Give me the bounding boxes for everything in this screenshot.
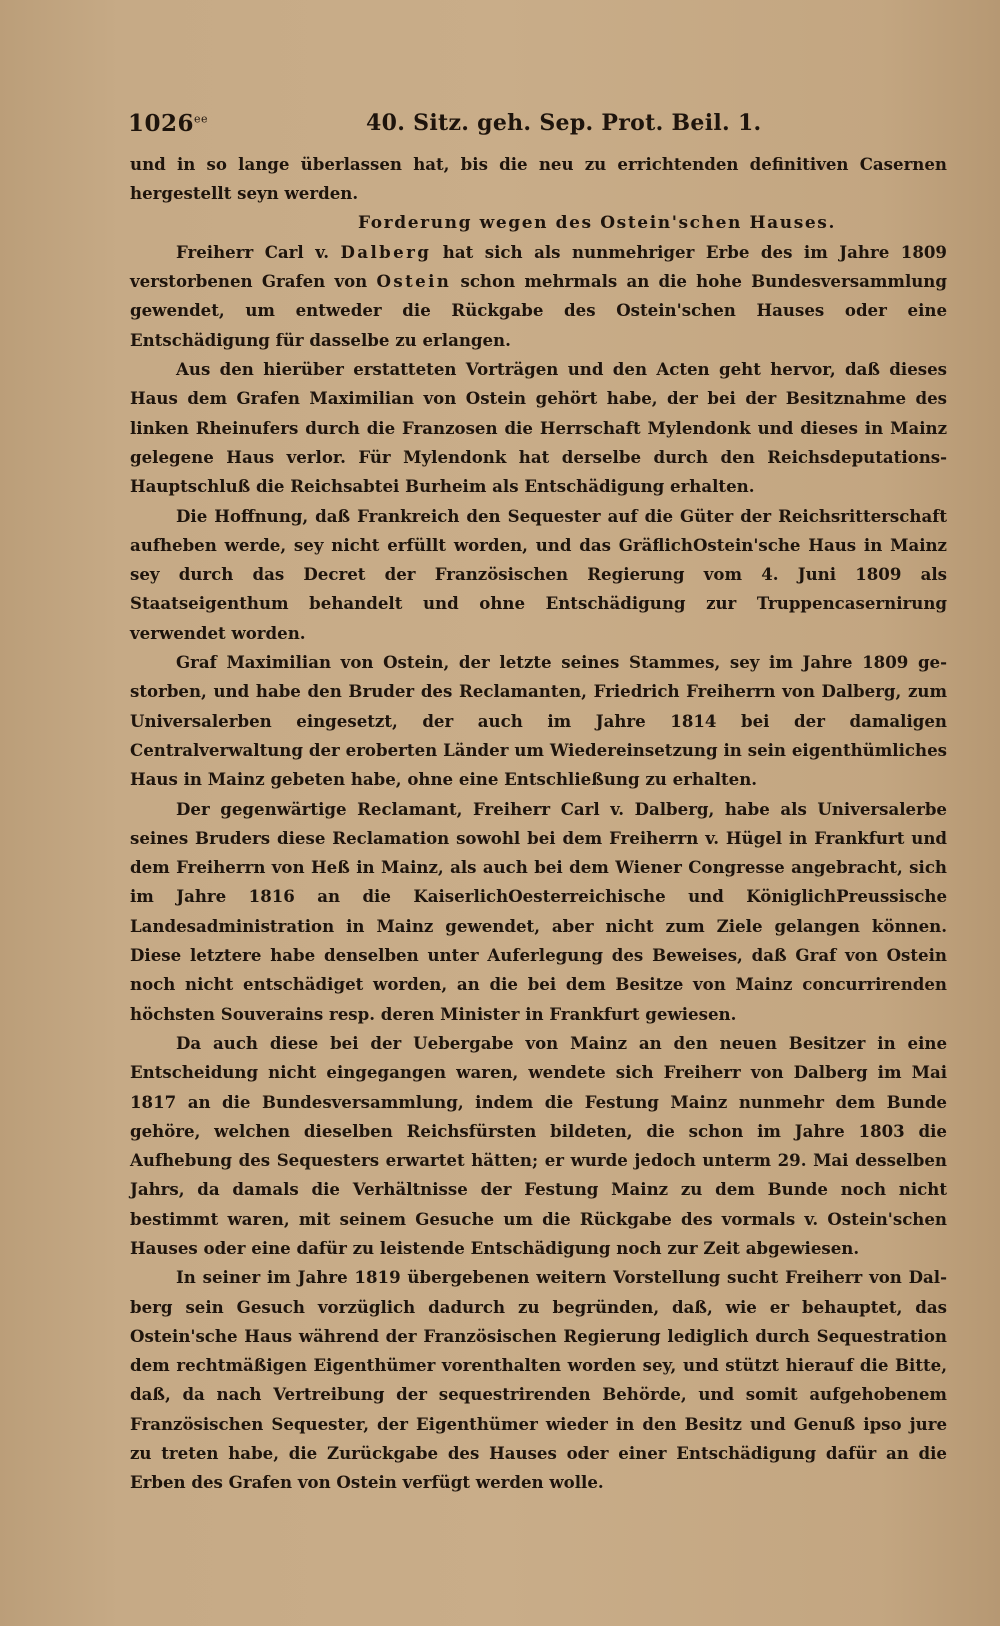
paragraph-hope: Die Hoffnung, daß Frankreich den Sequester auf die Güter der Reichsritterschaft aufheben werde, sey nicht erfüllt worden, und das GräflichOstein'sche Haus in Mainz sey durch das Decret der Französischen Regierung vom 4. Juni 1809 als Staatseigenthum behandelt und ohne Entschädigung zur Truppencasernirung verwendet worden. <box>130 505 947 643</box>
page-number <box>128 110 208 137</box>
page-number-value: 1026 <box>128 110 195 137</box>
paragraph-graf-maximilian: Graf Maximilian von Ostein, der letzte seines Stammes, sey im Jahre 1809 gestorben, und habe den Bruder des Reclamanten, Friedrich Freiherrn von Dalberg, zum Universalerben eingesetzt, der auch im Jahre 1814 bei der damaligen Centralverwaltung der eroberten Länder um Wiedereinsetzung in sein eigenthümliches Haus in Mainz gebeten habe, ohne eine Entschließung zu erhalten. <box>130 652 947 790</box>
paragraph-continuation: und in so lange überlassen hat, bis die neu zu errichtenden definitiven Casernen hergestellt seyn werden. <box>130 154 947 204</box>
intro-text-a: hat sich als nunmehriger Erbe des im Jahre 1809 verstorbenen Grafen von <box>130 241 947 292</box>
page-number-suffix: ee <box>194 112 209 126</box>
paragraph-reclamant: Der gegenwärtige Reclamant, Freiherr Carl v. Dalberg, habe als Universalerbe seines Bruders diese Reclamation sowohl bei dem Freiherrn v. Hügel in Frankfurt und dem Freiherrn von Heß in Mainz, als auch bei dem Wiener Congresse angebracht, sich im Jahre 1816 an die KaiserlichOesterreichische und KöniglichPreussische Landesadministration in Mainz gewendet, aber nicht zum Ziele gelangen können. Diese letztere habe denselben unter Auferlegung des Beweises, daß Graf von Ostein noch nicht entschädiget worden, an die bei dem Besitze von Mainz concurrirenden höchsten Souverains resp. deren Minister in Frankfurt gewiesen. <box>130 798 947 1024</box>
intro-text-b: schon mehrmals an die hohe Bundesversammlung gewendet, um entweder die Rückgabe des Ostein'schen Hauses oder eine Entschädigung für dasselbe zu erlangen. <box>130 271 947 350</box>
paragraph-reports: Aus den hierüber erstatteten Vorträgen und den Acten geht hervor, daß dieses Haus dem Grafen Maximilian von Ostein gehört habe, der bei der Besitznahme des linken Rheinufers durch die Franzosen die Herrschaft Mylendonk und dieses in Mainz gelegene Haus verlor. Für Mylendonk hat derselbe durch den ReichsdeputationsHauptschluß die Reichsabtei Burheim als Entschädigung erhalten. <box>130 359 947 497</box>
intro-ostein: Ostein <box>376 271 452 292</box>
paragraph-intro <box>130 238 947 355</box>
intro-name-prefix: Freiherr Carl v. <box>176 241 329 262</box>
page-header <box>128 110 958 144</box>
running-head: 40. Sitz. geh. Sep. Prot. Beil. 1. <box>366 110 762 136</box>
document-body <box>130 150 947 1498</box>
paragraph-uebergabe: Da auch diese bei der Uebergabe von Mainz an den neuen Besitzer in eine Entscheidung nicht eingegangen waren, wendete sich Freiherr von Dalberg im Mai 1817 an die Bundesversammlung, indem die Festung Mainz nunmehr dem Bunde gehöre, welchen dieselben Reichsfürsten bildeten, die schon im Jahre 1803 die Aufhebung des Sequesters erwartet hätten; er wurde jedoch unterm 29. Mai desselben Jahrs, da damals die Verhältnisse der Festung Mainz zu dem Bunde noch nicht bestimmt waren, mit seinem Gesuche um die Rückgabe des vormals v. Ostein'schen Hauses oder eine dafür zu leistende Entschädigung noch zur Zeit abgewiesen. <box>130 1032 947 1258</box>
paragraph-vorstellung-1819: In seiner im Jahre 1819 übergebenen weitern Vorstellung sucht Freiherr von Dalberg sein Gesuch vorzüglich dadurch zu begründen, daß, wie er behauptet, das Ostein'sche Haus während der Französischen Regierung lediglich durch Sequestration dem rechtmäßigen Eigenthümer vorenthalten worden sey, und stützt hierauf die Bitte, daß, da nach Vertreibung der sequestrirenden Behörde, und somit aufgehobenem Französischen Sequester, der Eigenthümer wieder in den Besitz und Genuß ipso jure zu treten habe, die Zurückgabe des Hauses oder einer Entschädigung dafür an die Erben des Grafen von Ostein verfügt werden wolle. <box>130 1267 947 1493</box>
intro-name: Dalberg <box>340 241 432 262</box>
section-heading: Forderung wegen des Ostein'schen Hauses. <box>358 212 837 233</box>
